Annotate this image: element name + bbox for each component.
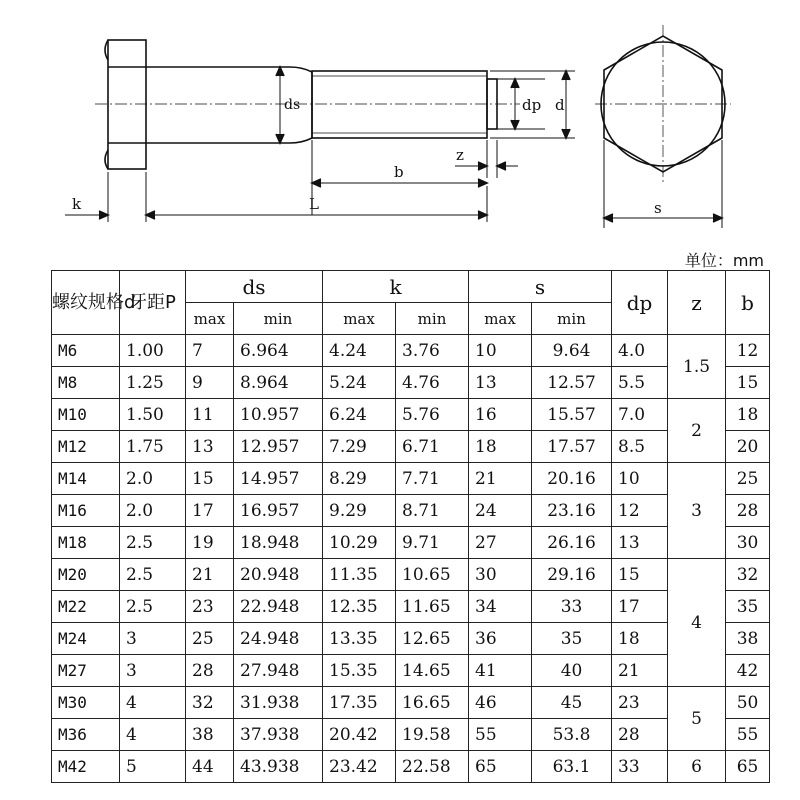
label-k: k — [72, 195, 82, 213]
cell-spec: M36 — [52, 719, 120, 751]
cell-s-min: 29.16 — [532, 559, 612, 591]
cell-k-max: 23.42 — [323, 751, 396, 783]
cell-dp: 12 — [612, 495, 668, 527]
cell-ds-min: 10.957 — [234, 399, 323, 431]
bolt-thread — [312, 71, 487, 138]
cell-k-min: 7.71 — [396, 463, 469, 495]
cell-ds-max: 44 — [186, 751, 234, 783]
cell-b: 30 — [726, 527, 770, 559]
bolt-technical-drawing — [0, 0, 800, 245]
cell-dp: 21 — [612, 655, 668, 687]
cell-spec: M30 — [52, 687, 120, 719]
cell-dp: 15 — [612, 559, 668, 591]
cell-k-min: 22.58 — [396, 751, 469, 783]
cell-spec: M42 — [52, 751, 120, 783]
cell-b: 15 — [726, 367, 770, 399]
cell-dp: 7.0 — [612, 399, 668, 431]
label-s: s — [654, 199, 662, 217]
header-dp: dp — [612, 271, 668, 335]
cell-b: 18 — [726, 399, 770, 431]
cell-s-min: 45 — [532, 687, 612, 719]
label-d: d — [555, 96, 565, 114]
cell-ds-min: 8.964 — [234, 367, 323, 399]
cell-dp: 33 — [612, 751, 668, 783]
table-row — [52, 399, 770, 431]
cell-s-min: 26.16 — [532, 527, 612, 559]
header-k-min: min — [396, 303, 469, 335]
cell-s-min: 53.8 — [532, 719, 612, 751]
cell-pitch: 3 — [120, 655, 186, 687]
label-b: b — [394, 163, 404, 181]
header-s: s — [469, 271, 612, 303]
cell-spec: M16 — [52, 495, 120, 527]
cell-k-max: 13.35 — [323, 623, 396, 655]
label-L: L — [309, 195, 319, 213]
cell-pitch: 1.75 — [120, 431, 186, 463]
cell-k-min: 16.65 — [396, 687, 469, 719]
header-spec: 螺纹规格d — [52, 271, 120, 335]
cell-pitch: 1.00 — [120, 335, 186, 367]
table-row — [52, 527, 770, 559]
cell-s-min: 9.64 — [532, 335, 612, 367]
table-row — [52, 655, 770, 687]
cell-z: 1.5 — [668, 335, 726, 399]
cell-s-max: 46 — [469, 687, 532, 719]
table-body — [52, 271, 770, 783]
cell-spec: M14 — [52, 463, 120, 495]
cell-s-min: 33 — [532, 591, 612, 623]
cell-ds-min: 22.948 — [234, 591, 323, 623]
cell-k-min: 19.58 — [396, 719, 469, 751]
cell-z: 4 — [668, 559, 726, 687]
cell-ds-max: 25 — [186, 623, 234, 655]
cell-pitch: 2.5 — [120, 559, 186, 591]
cell-s-max: 27 — [469, 527, 532, 559]
header-row-1 — [52, 271, 770, 303]
cell-dp: 5.5 — [612, 367, 668, 399]
cell-k-max: 15.35 — [323, 655, 396, 687]
cell-pitch: 2.0 — [120, 463, 186, 495]
cell-z: 2 — [668, 399, 726, 463]
cell-dp: 18 — [612, 623, 668, 655]
table-row — [52, 687, 770, 719]
cell-b: 38 — [726, 623, 770, 655]
cell-k-max: 8.29 — [323, 463, 396, 495]
cell-s-min: 15.57 — [532, 399, 612, 431]
cell-spec: M10 — [52, 399, 120, 431]
cell-k-max: 17.35 — [323, 687, 396, 719]
table-row — [52, 495, 770, 527]
cell-s-min: 20.16 — [532, 463, 612, 495]
cell-s-max: 16 — [469, 399, 532, 431]
cell-dp: 28 — [612, 719, 668, 751]
cell-k-min: 11.65 — [396, 591, 469, 623]
table-row — [52, 431, 770, 463]
table-row — [52, 335, 770, 367]
cell-pitch: 4 — [120, 719, 186, 751]
cell-dp: 10 — [612, 463, 668, 495]
cell-s-max: 18 — [469, 431, 532, 463]
cell-dp: 23 — [612, 687, 668, 719]
bolt-head — [108, 40, 146, 169]
cell-b: 42 — [726, 655, 770, 687]
cell-ds-min: 6.964 — [234, 335, 323, 367]
header-b: b — [726, 271, 770, 335]
cell-k-min: 14.65 — [396, 655, 469, 687]
table-row — [52, 559, 770, 591]
cell-s-max: 13 — [469, 367, 532, 399]
cell-s-max: 55 — [469, 719, 532, 751]
cell-s-min: 17.57 — [532, 431, 612, 463]
cell-k-min: 5.76 — [396, 399, 469, 431]
header-ds-max: max — [186, 303, 234, 335]
cell-b: 28 — [726, 495, 770, 527]
table-row — [52, 751, 770, 783]
cell-spec: M27 — [52, 655, 120, 687]
cell-b: 50 — [726, 687, 770, 719]
cell-k-min: 10.65 — [396, 559, 469, 591]
cell-s-min: 23.16 — [532, 495, 612, 527]
cell-k-max: 4.24 — [323, 335, 396, 367]
cell-s-min: 35 — [532, 623, 612, 655]
cell-z: 5 — [668, 687, 726, 751]
table-row — [52, 591, 770, 623]
cell-k-max: 10.29 — [323, 527, 396, 559]
cell-pitch: 1.50 — [120, 399, 186, 431]
cell-ds-max: 7 — [186, 335, 234, 367]
cell-k-max: 6.24 — [323, 399, 396, 431]
cell-b: 35 — [726, 591, 770, 623]
cell-dp: 8.5 — [612, 431, 668, 463]
cell-k-max: 11.35 — [323, 559, 396, 591]
cell-b: 55 — [726, 719, 770, 751]
cell-spec: M22 — [52, 591, 120, 623]
cell-ds-max: 38 — [186, 719, 234, 751]
cell-z: 6 — [668, 751, 726, 783]
cell-k-min: 12.65 — [396, 623, 469, 655]
cell-ds-max: 21 — [186, 559, 234, 591]
cell-s-max: 10 — [469, 335, 532, 367]
label-dp: dp — [522, 96, 542, 114]
cell-s-min: 40 — [532, 655, 612, 687]
cell-ds-min: 16.957 — [234, 495, 323, 527]
cell-ds-max: 11 — [186, 399, 234, 431]
cell-k-min: 9.71 — [396, 527, 469, 559]
cell-pitch: 5 — [120, 751, 186, 783]
header-ds-min: min — [234, 303, 323, 335]
cell-k-max: 5.24 — [323, 367, 396, 399]
cell-spec: M24 — [52, 623, 120, 655]
cell-k-min: 6.71 — [396, 431, 469, 463]
cell-s-max: 34 — [469, 591, 532, 623]
cell-s-min: 63.1 — [532, 751, 612, 783]
cell-b: 20 — [726, 431, 770, 463]
cell-k-max: 9.29 — [323, 495, 396, 527]
cell-k-max: 7.29 — [323, 431, 396, 463]
cell-ds-min: 31.938 — [234, 687, 323, 719]
cell-ds-max: 32 — [186, 687, 234, 719]
header-k-max: max — [323, 303, 396, 335]
table-row — [52, 367, 770, 399]
cell-dp: 13 — [612, 527, 668, 559]
cell-pitch: 2.5 — [120, 527, 186, 559]
cell-s-max: 36 — [469, 623, 532, 655]
cell-ds-min: 24.948 — [234, 623, 323, 655]
table-row — [52, 719, 770, 751]
cell-b: 25 — [726, 463, 770, 495]
cell-pitch: 4 — [120, 687, 186, 719]
cell-ds-min: 37.938 — [234, 719, 323, 751]
cell-ds-max: 9 — [186, 367, 234, 399]
cell-ds-min: 43.938 — [234, 751, 323, 783]
cell-k-max: 20.42 — [323, 719, 396, 751]
cell-ds-min: 18.948 — [234, 527, 323, 559]
cell-ds-min: 27.948 — [234, 655, 323, 687]
cell-pitch: 2.0 — [120, 495, 186, 527]
header-k: k — [323, 271, 469, 303]
cell-dp: 17 — [612, 591, 668, 623]
header-s-min: min — [532, 303, 612, 335]
cell-ds-max: 15 — [186, 463, 234, 495]
cell-k-min: 3.76 — [396, 335, 469, 367]
cell-b: 12 — [726, 335, 770, 367]
table-row — [52, 463, 770, 495]
cell-ds-max: 23 — [186, 591, 234, 623]
header-ds: ds — [186, 271, 323, 303]
cell-spec: M20 — [52, 559, 120, 591]
cell-ds-max: 17 — [186, 495, 234, 527]
cell-ds-min: 12.957 — [234, 431, 323, 463]
cell-s-max: 30 — [469, 559, 532, 591]
table-row — [52, 623, 770, 655]
cell-ds-min: 14.957 — [234, 463, 323, 495]
cell-s-max: 21 — [469, 463, 532, 495]
cell-ds-max: 19 — [186, 527, 234, 559]
header-pitch: 牙距P — [120, 271, 186, 335]
cell-s-max: 24 — [469, 495, 532, 527]
cell-pitch: 2.5 — [120, 591, 186, 623]
cell-pitch: 3 — [120, 623, 186, 655]
cell-k-min: 8.71 — [396, 495, 469, 527]
header-z: z — [668, 271, 726, 335]
cell-s-min: 12.57 — [532, 367, 612, 399]
label-z: z — [456, 146, 464, 164]
cell-b: 65 — [726, 751, 770, 783]
cell-spec: M8 — [52, 367, 120, 399]
header-s-max: max — [469, 303, 532, 335]
cell-spec: M12 — [52, 431, 120, 463]
cell-k-max: 12.35 — [323, 591, 396, 623]
cell-b: 32 — [726, 559, 770, 591]
cell-spec: M6 — [52, 335, 120, 367]
label-ds: ds — [284, 97, 301, 113]
cell-ds-max: 13 — [186, 431, 234, 463]
unit-label: 单位：mm — [684, 251, 764, 270]
cell-z: 3 — [668, 463, 726, 559]
cell-k-min: 4.76 — [396, 367, 469, 399]
bolt-spec-table — [51, 270, 770, 783]
cell-dp: 4.0 — [612, 335, 668, 367]
cell-s-max: 41 — [469, 655, 532, 687]
cell-ds-max: 28 — [186, 655, 234, 687]
cell-spec: M18 — [52, 527, 120, 559]
cell-ds-min: 20.948 — [234, 559, 323, 591]
cell-pitch: 1.25 — [120, 367, 186, 399]
cell-s-max: 65 — [469, 751, 532, 783]
